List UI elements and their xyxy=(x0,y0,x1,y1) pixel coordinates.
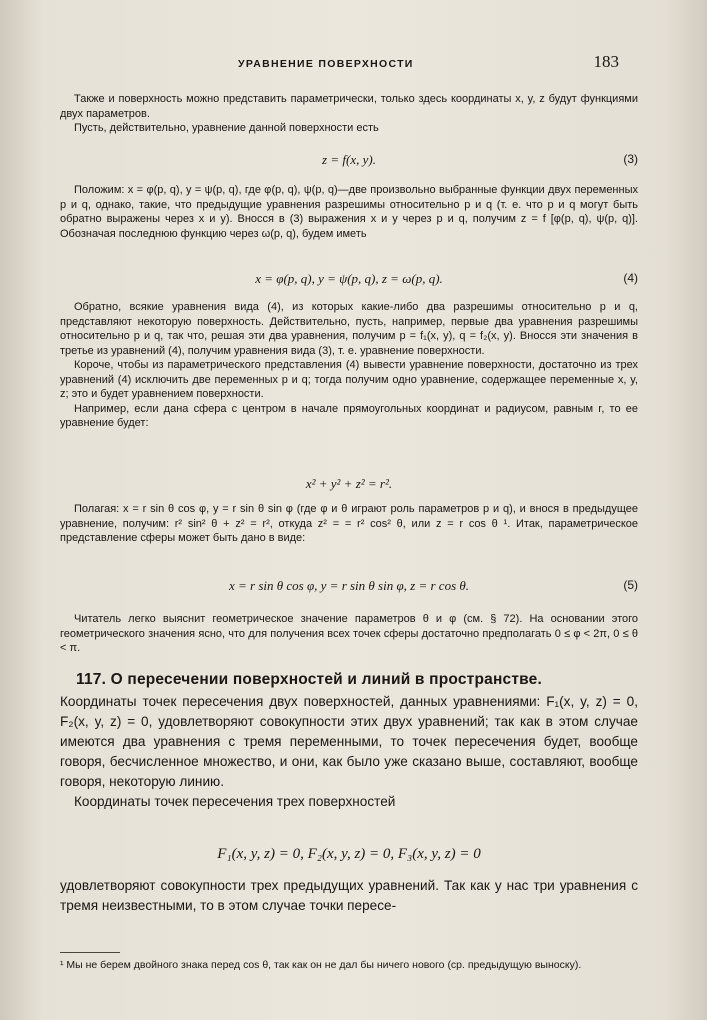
paragraph: Полагая: x = r sin θ cos φ, y = r sin θ sin φ (где φ и θ играют роль параметров p и q), и внося в предыдущее уравнение, получим: r² sin² θ + z² = r², откуда z² = = r² cos² θ, или z = r cos θ ¹. Итак, параметрическое представление сферы может быть дано в виде: xyxy=(60,503,638,544)
text-block-5 xyxy=(60,612,638,656)
text-block-3 xyxy=(60,300,638,431)
paragraph: Короче, чтобы из параметрического представления (4) вывести уравнение поверхности, достаточно из трех уравнений (4) исключить две переменных p и q; тогда получим одно уравнение, содержащее переменные x, y, z; это и будет уравнением поверхности. xyxy=(60,359,638,400)
equation-number: (5) xyxy=(623,578,638,592)
equation-formula: x = φ(p, q), y = ψ(p, q), z = ω(p, q). xyxy=(255,271,443,286)
section-text xyxy=(60,692,638,812)
paragraph: Пусть, действительно, уравнение данной поверхности есть xyxy=(74,122,379,134)
paragraph: удовлетворяют совокупности трех предыдущих уравнений. Так как у нас три уравнения с тремя неизвестными, то в этом случае точки пересе- xyxy=(60,878,638,913)
equation-formula: z = f(x, y). xyxy=(322,152,376,167)
equation-formula: x = r sin θ cos φ, y = r sin θ sin φ, z = r cos θ. xyxy=(228,578,470,593)
equation-5 xyxy=(60,578,638,594)
equation-three-surfaces: F₁(x, y, z) = 0, F₂(x, y, z) = 0, F₃(x, y, z) = 0 xyxy=(217,846,481,862)
equation-sphere xyxy=(60,476,638,492)
page-header xyxy=(0,52,707,76)
paragraph: Например, если дана сфера с центром в начале прямоугольных координат и радиусом, равным r, то ее уравнение будет: xyxy=(60,402,638,429)
text-block-4 xyxy=(60,502,638,546)
intro-text xyxy=(60,92,638,136)
page-number: 183 xyxy=(593,52,619,71)
footnote-rule xyxy=(60,952,120,953)
paragraph: Читатель легко выяснит геометрическое значение параметров θ и φ (см. § 72). На основании этого геометрического значения ясно, что для получения всех точек сферы достаточно предполагать 0 ≤ φ < 2π, 0 ≤ θ < π. xyxy=(60,613,638,654)
equation-formula: x² + y² + z² = r². xyxy=(305,476,393,491)
equation-number: (3) xyxy=(623,152,638,166)
paragraph: Обратно, всякие уравнения вида (4), из которых какие-либо два разрешимы относительно p и q, представляют некоторую поверхность. Действительно, пусть, например, первые два уравнения разрешимы относительно p и q, так что, решая эти два уравнения, получим p = f₁(x, y), q = f₂(x, y). Вносся эти значения в третье из уравнений (4), получим уравнения вида (3), т. е. уравнение поверхности. xyxy=(60,301,638,357)
paragraph: Также и поверхность можно представить параметрически, только здесь координаты x, y, z будут функциями двух параметров. xyxy=(60,93,638,120)
paragraph: Положим: x = φ(p, q), y = ψ(p, q), где φ(p, q), ψ(p, q)—две произвольно выбранные функции двух переменных p и q, однако, такие, что предыдущие уравнения разрешимы относительно p и q (т. е. что p и q могут быть обратно выражены через x и y). Вносся в (3) выражения x и y через p и q, получим z = f [φ(p, q), ψ(p, q)]. Обозначая последнюю функцию через ω(p, q), будем иметь xyxy=(60,184,638,240)
equation-number: (4) xyxy=(623,271,638,285)
equation-4 xyxy=(60,271,638,287)
equation-3 xyxy=(60,152,638,168)
section-title: 117. О пересечении поверхностей и линий в пространстве. xyxy=(76,671,542,688)
text-block-2 xyxy=(60,183,638,241)
footnote: ¹ Мы не берем двойного знака перед cos θ, так как он не дал бы ничего нового (ср. предыдущую выноску). xyxy=(60,959,582,971)
paragraph: Координаты точек пересечения двух поверхностей, данных уравнениями: F₁(x, y, z) = 0, F₂(x, y, z) = 0, удовлетворяют совокупности этих двух уравнений; так как в этом случае имеются два уравнения с тремя переменными, то точек пересечения будет, вообще говоря, бесчисленное множество, и они, как было уже сказано выше, составляют, вообще говоря, некоторую линию. xyxy=(60,694,638,789)
running-head: УРАВНЕНИЕ ПОВЕРХНОСТИ xyxy=(238,58,414,70)
paragraph: Координаты точек пересечения трех поверхностей xyxy=(74,794,396,809)
section-text-continued xyxy=(60,876,638,916)
